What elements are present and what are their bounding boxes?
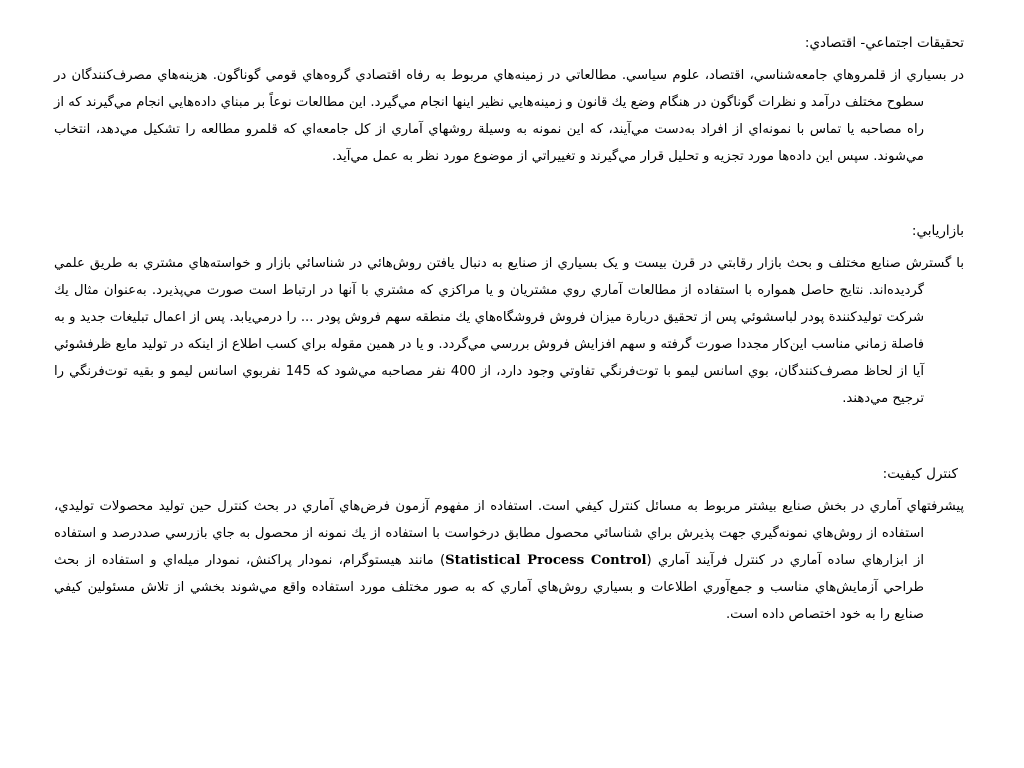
section-quality-control <box>54 465 964 628</box>
section-body: با گسترش صنايع مختلف و بحث بازار رقابتي در قرن بيست و يک بسياري از صنايع به دنبال يافتن روش‌هائي در شناسائي بازار و خواسته‌هاي مشتري به طريق علمي گرديده‌اند. نتايج حاصل همواره با استفاده از مطالعات آماري روي مشتريان و يا مراكزي كه مشتري با آنها در ارتباط است صورت مي‌پذيرد. به‌عنوان مثال يك شركت توليدكنندة پودر لباسشوئي پس از تحقيق دربارة ميزان فروش فروشگاه‌هاي يك منطقه سهم فروش پودر ... را درمي‌يابد. پس از اعمال تبليغات جديد و به فاصلة زماني مناسب اين‌كار مجددا صورت گرفته و سهم افزايش فروش بررسي مي‌گردد. و يا در همين مقوله براي كسب اطلاع از اينكه در توليد مايع ظرفشوئي آيا از لحاظ مصرف‌كنندگان، بوي اسانس ليمو با توت‌فرنگي تفاوتي وجود دارد، از 400 نفر مصاحبه مي‌شود كه 145 نفربوي اسانس ليمو و بقيه توت‌فرنگي را ترجيح مي‌دهند. <box>54 256 964 406</box>
section-heading: بازاريابي: <box>911 223 964 239</box>
section-body <box>54 493 964 628</box>
section-heading: تحقيقات اجتماعي- اقتصادي: <box>804 35 964 51</box>
body-text-before: پيشرفتهاي آماري در بخش صنايع بيشتر مربوط به مسائل كنترل كيفي است. استفاده از مفهوم آزمون فرض‌هاي آماري در بحث كنترل حين توليد محصولات توليدي، استفاده از روش‌هاي نمونه‌گيري جهت پذيرش براي شناسائي محصول مطابق درخواست با استفاده از يك نمونه از محصول به جاي بازرسي صددرصد و استفاده از ابزارهاي ساده آماري در كنترل فرآيند آماري ( <box>54 499 964 568</box>
section-heading: كنترل كيفيت: <box>882 466 958 482</box>
section-marketing <box>54 222 964 412</box>
body-latin-term: Statistical Process Control <box>445 553 647 568</box>
body-text-after: ) مانند هيستوگرام، نمودار پراكنش، نمودار ميله‌اي و استفاده از بحث طراحي آزمايش‌هاي مناسب و جمع‌آوري اطلاعات و بسياري روش‌هاي آماري كه به صور مختلف مورد استفاده واقع مي‌شوند بخشي از تلاش مسئولين كيفي صنايع را به خود اختصاص داده است. <box>54 553 924 622</box>
section-social-economic <box>54 34 964 170</box>
section-body: در بسياري از قلمروهاي جامعه‌شناسي، اقتصاد، علوم سياسي. مطالعاتي در زمينه‌هاي مربوط به رفاه اقتصادي گروه‌هاي قومي گوناگون. هزينه‌هاي مصرف‌كنندگان در سطوح مختلف درآمد و نظرات گوناگون در هنگام وضع يك قانون و زمينه‌هايي نظير اينها انجام مي‌گيرد. اين مطالعات نوعاً بر مبناي داده‌هايي انجام مي‌گيرند كه از راه مصاحبه يا تماس با نمونه‌اي از افراد به‌دست مي‌آيند، كه اين نمونه به وسيلة روشهاي آماري از كل جامعه‌اي كه قلمرو مطالعه را تشكيل مي‌دهد، انتخاب مي‌شوند. سپس اين داده‌ها مورد تجزيه و تحليل قرار مي‌گيرند و تغييراتي از موضوع مورد نظر به عمل مي‌آيد. <box>54 68 964 164</box>
